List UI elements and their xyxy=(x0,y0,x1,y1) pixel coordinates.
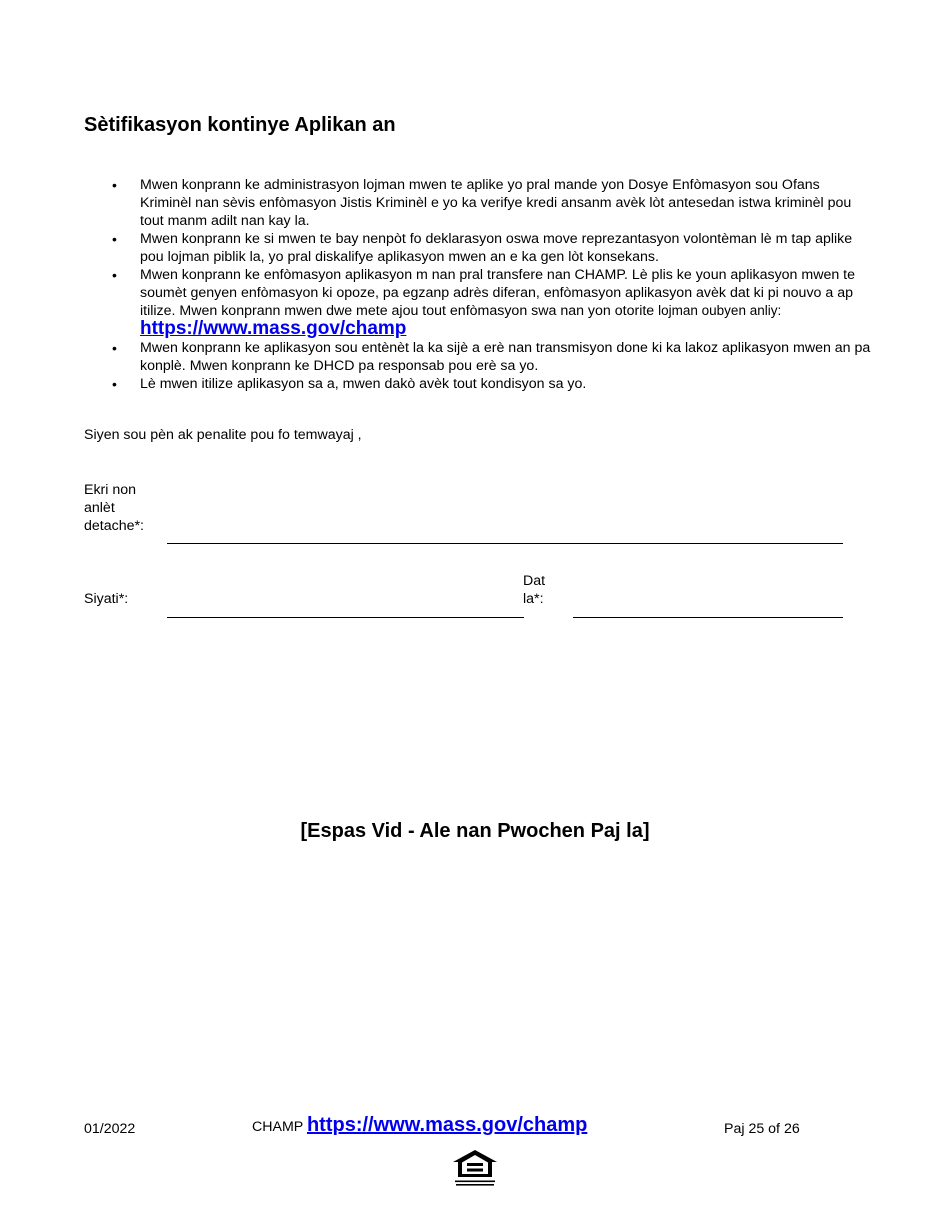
list-item xyxy=(84,266,874,339)
list-item-tail: lojman oubyen anliy: xyxy=(658,303,782,318)
name-input-line[interactable] xyxy=(167,543,843,544)
date-input-line[interactable] xyxy=(573,617,843,618)
bullet-icon: • xyxy=(112,376,117,392)
signature-input-line[interactable] xyxy=(167,617,524,618)
equal-housing-logo-icon xyxy=(450,1148,500,1188)
name-field-label: Ekri non anlèt detache*: xyxy=(84,482,144,534)
page-number: Paj 25 of 26 xyxy=(724,1121,800,1137)
list-item-text: Mwen konprann ke enfòmasyon aplikasyon m nan pral transfere nan CHAMP. Lè plis ke youn aplikasyon mwen te soumèt genyen enfòmasyon ki opoze, pa egzanp adrès diferan, enfòmasyon aplikasyon avèk dat ki pi nouvo a ap itilize. Mwen konprann mwen dwe mete ajou tout enfòmasyon swa nan yon otorite xyxy=(140,267,856,319)
list-item xyxy=(84,176,874,230)
footer-champ-label: CHAMP xyxy=(252,1119,303,1135)
certification-list xyxy=(84,176,874,393)
date-field-label: Dat la*: xyxy=(523,573,546,607)
penalty-statement: Siyen sou pèn ak penalite pou fo temwayaj , xyxy=(84,427,362,443)
bullet-icon: • xyxy=(112,177,117,193)
list-item xyxy=(84,339,874,375)
blank-space-notice: [Espas Vid - Ale nan Pwochen Paj la] xyxy=(300,820,650,842)
footer-center xyxy=(252,1114,587,1137)
bullet-icon: • xyxy=(112,267,117,283)
champ-link[interactable]: https://www.mass.gov/champ xyxy=(140,318,407,339)
list-item-text: Mwen konprann ke aplikasyon sou entènèt la ka sijè a erè nan transmisyon done ki ka lakoz aplikasyon mwen an pa konplè. Mwen konprann ke DHCD pa responsab pou erè sa yo. xyxy=(140,340,871,374)
list-item-text: Lè mwen itilize aplikasyon sa a, mwen dakò avèk tout kondisyon sa yo. xyxy=(140,376,587,392)
list-item-text: Mwen konprann ke si mwen te bay nenpòt fo deklarasyon oswa move reprezantasyon volontèman lè m tap aplike pou lojman piblik la, yo pral diskalifye aplikasyon mwen an e ka gen lòt konsekans. xyxy=(140,231,853,265)
bullet-icon: • xyxy=(112,340,117,356)
footer-champ-link[interactable]: https://www.mass.gov/champ xyxy=(306,1114,588,1136)
bullet-icon: • xyxy=(112,231,117,247)
signature-field-label: Siyati*: xyxy=(84,591,129,607)
list-item xyxy=(84,230,874,266)
list-item xyxy=(84,375,874,393)
footer-date: 01/2022 xyxy=(84,1121,136,1137)
section-heading: Sètifikasyon kontinye Aplikan an xyxy=(84,114,396,136)
list-item-text: Mwen konprann ke administrasyon lojman mwen te aplike yo pral mande yon Dosye Enfòmasyon sou Ofans Kriminèl nan sèvis enfòmasyon Jistis Kriminèl e yo ka verifye kredi ansanm avèk lòt antesedan istwa kriminèl pou tout manm adilt nan kay la. xyxy=(140,177,852,229)
